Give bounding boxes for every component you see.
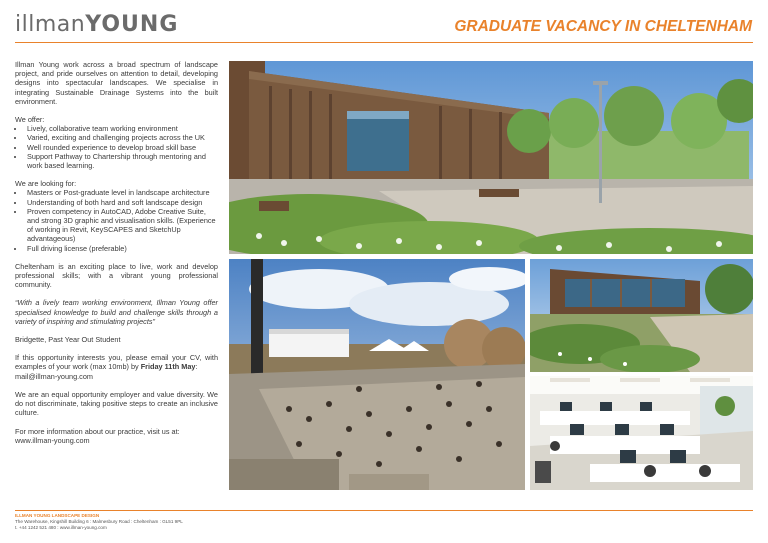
looking-title: We are looking for: bbox=[15, 179, 77, 189]
list-item: • Proven competency in AutoCAD, Adobe Creative Suite, and strong 3D graphic and visualisation skills. (Experience of working in Revit, KeySCAPES and SketchUp advantageous) bbox=[25, 207, 218, 244]
footer-address: The Warehouse, Kingshill Building 6 : Malmesbury Road : Cheltenham : GL51 9PL bbox=[15, 519, 183, 524]
footer-company: ILLMAN YOUNG LANDSCAPE DESIGN bbox=[15, 513, 100, 518]
list-item: • Masters or Post-graduate level in landscape architecture bbox=[25, 188, 218, 197]
offer-title: We offer: bbox=[15, 115, 45, 125]
testimonial-author: Bridgette, Past Year Out Student bbox=[15, 335, 121, 345]
list-item: • Well rounded experience to develop broad skill base bbox=[25, 143, 218, 152]
looking-list bbox=[15, 188, 218, 252]
photo-landscaped-courtyard bbox=[530, 259, 753, 372]
footer-contact: t. +44 1242 521 480 : www.illman-young.com bbox=[15, 525, 107, 530]
job-description bbox=[15, 60, 218, 454]
photo-festival-crowd bbox=[229, 259, 525, 490]
website-link[interactable]: www.illman-young.com bbox=[15, 435, 90, 445]
apply-colon: : bbox=[195, 362, 198, 372]
logo-part-young: YOUNG bbox=[85, 12, 179, 37]
equal-opportunity-paragraph: We are an equal opportunity employer and value diversity. We do not discriminate, taking positive steps to create an inclusive culture. bbox=[15, 389, 218, 418]
logo bbox=[15, 12, 178, 37]
logo-part-illman: illman bbox=[15, 12, 86, 37]
more-info-paragraph bbox=[15, 427, 218, 445]
footer bbox=[15, 513, 183, 531]
apply-paragraph bbox=[15, 353, 218, 381]
list-item: • Varied, exciting and challenging projects across the UK bbox=[25, 133, 218, 142]
testimonial-quote: “With a lively team working environment, Illman Young offer specialised knowledge to build and challenge skills through a variety of inspiring and stimulating projects” bbox=[15, 298, 218, 326]
apply-deadline: Friday 11th May bbox=[140, 362, 196, 372]
footer-divider bbox=[15, 510, 753, 511]
photo-studio-office bbox=[530, 376, 753, 490]
offer-list bbox=[15, 124, 218, 170]
cheltenham-paragraph: Cheltenham is an exciting place to live, work and develop professional skills; with a vibrant young professional community. bbox=[15, 261, 218, 290]
list-item: • Support Pathway to Chartership through mentoring and work based learning. bbox=[25, 152, 218, 170]
header-divider bbox=[15, 42, 753, 43]
intro-paragraph: Illman Young work across a broad spectrum of landscape project, and pride ourselves on attention to detail, developing designs into spectacular landscapes. We specialise in integrating Sustainable Drainage Systems into the built environment. bbox=[15, 60, 218, 106]
photo-campus-building bbox=[229, 61, 753, 254]
list-item: • Full driving license (preferable) bbox=[25, 244, 218, 253]
list-item: • Understanding of both hard and soft landscape design bbox=[25, 198, 218, 207]
apply-text: If this opportunity interests you, please email your CV, with examples of your work (max 10mb) by bbox=[15, 353, 218, 372]
email-link[interactable]: mail@illman-young.com bbox=[15, 371, 93, 381]
page-title: GRADUATE VACANCY IN CHELTENHAM bbox=[454, 18, 752, 35]
more-info-text: For more information about our practice, visit us at: bbox=[15, 426, 180, 436]
list-item: • Lively, collaborative team working environment bbox=[25, 124, 218, 133]
